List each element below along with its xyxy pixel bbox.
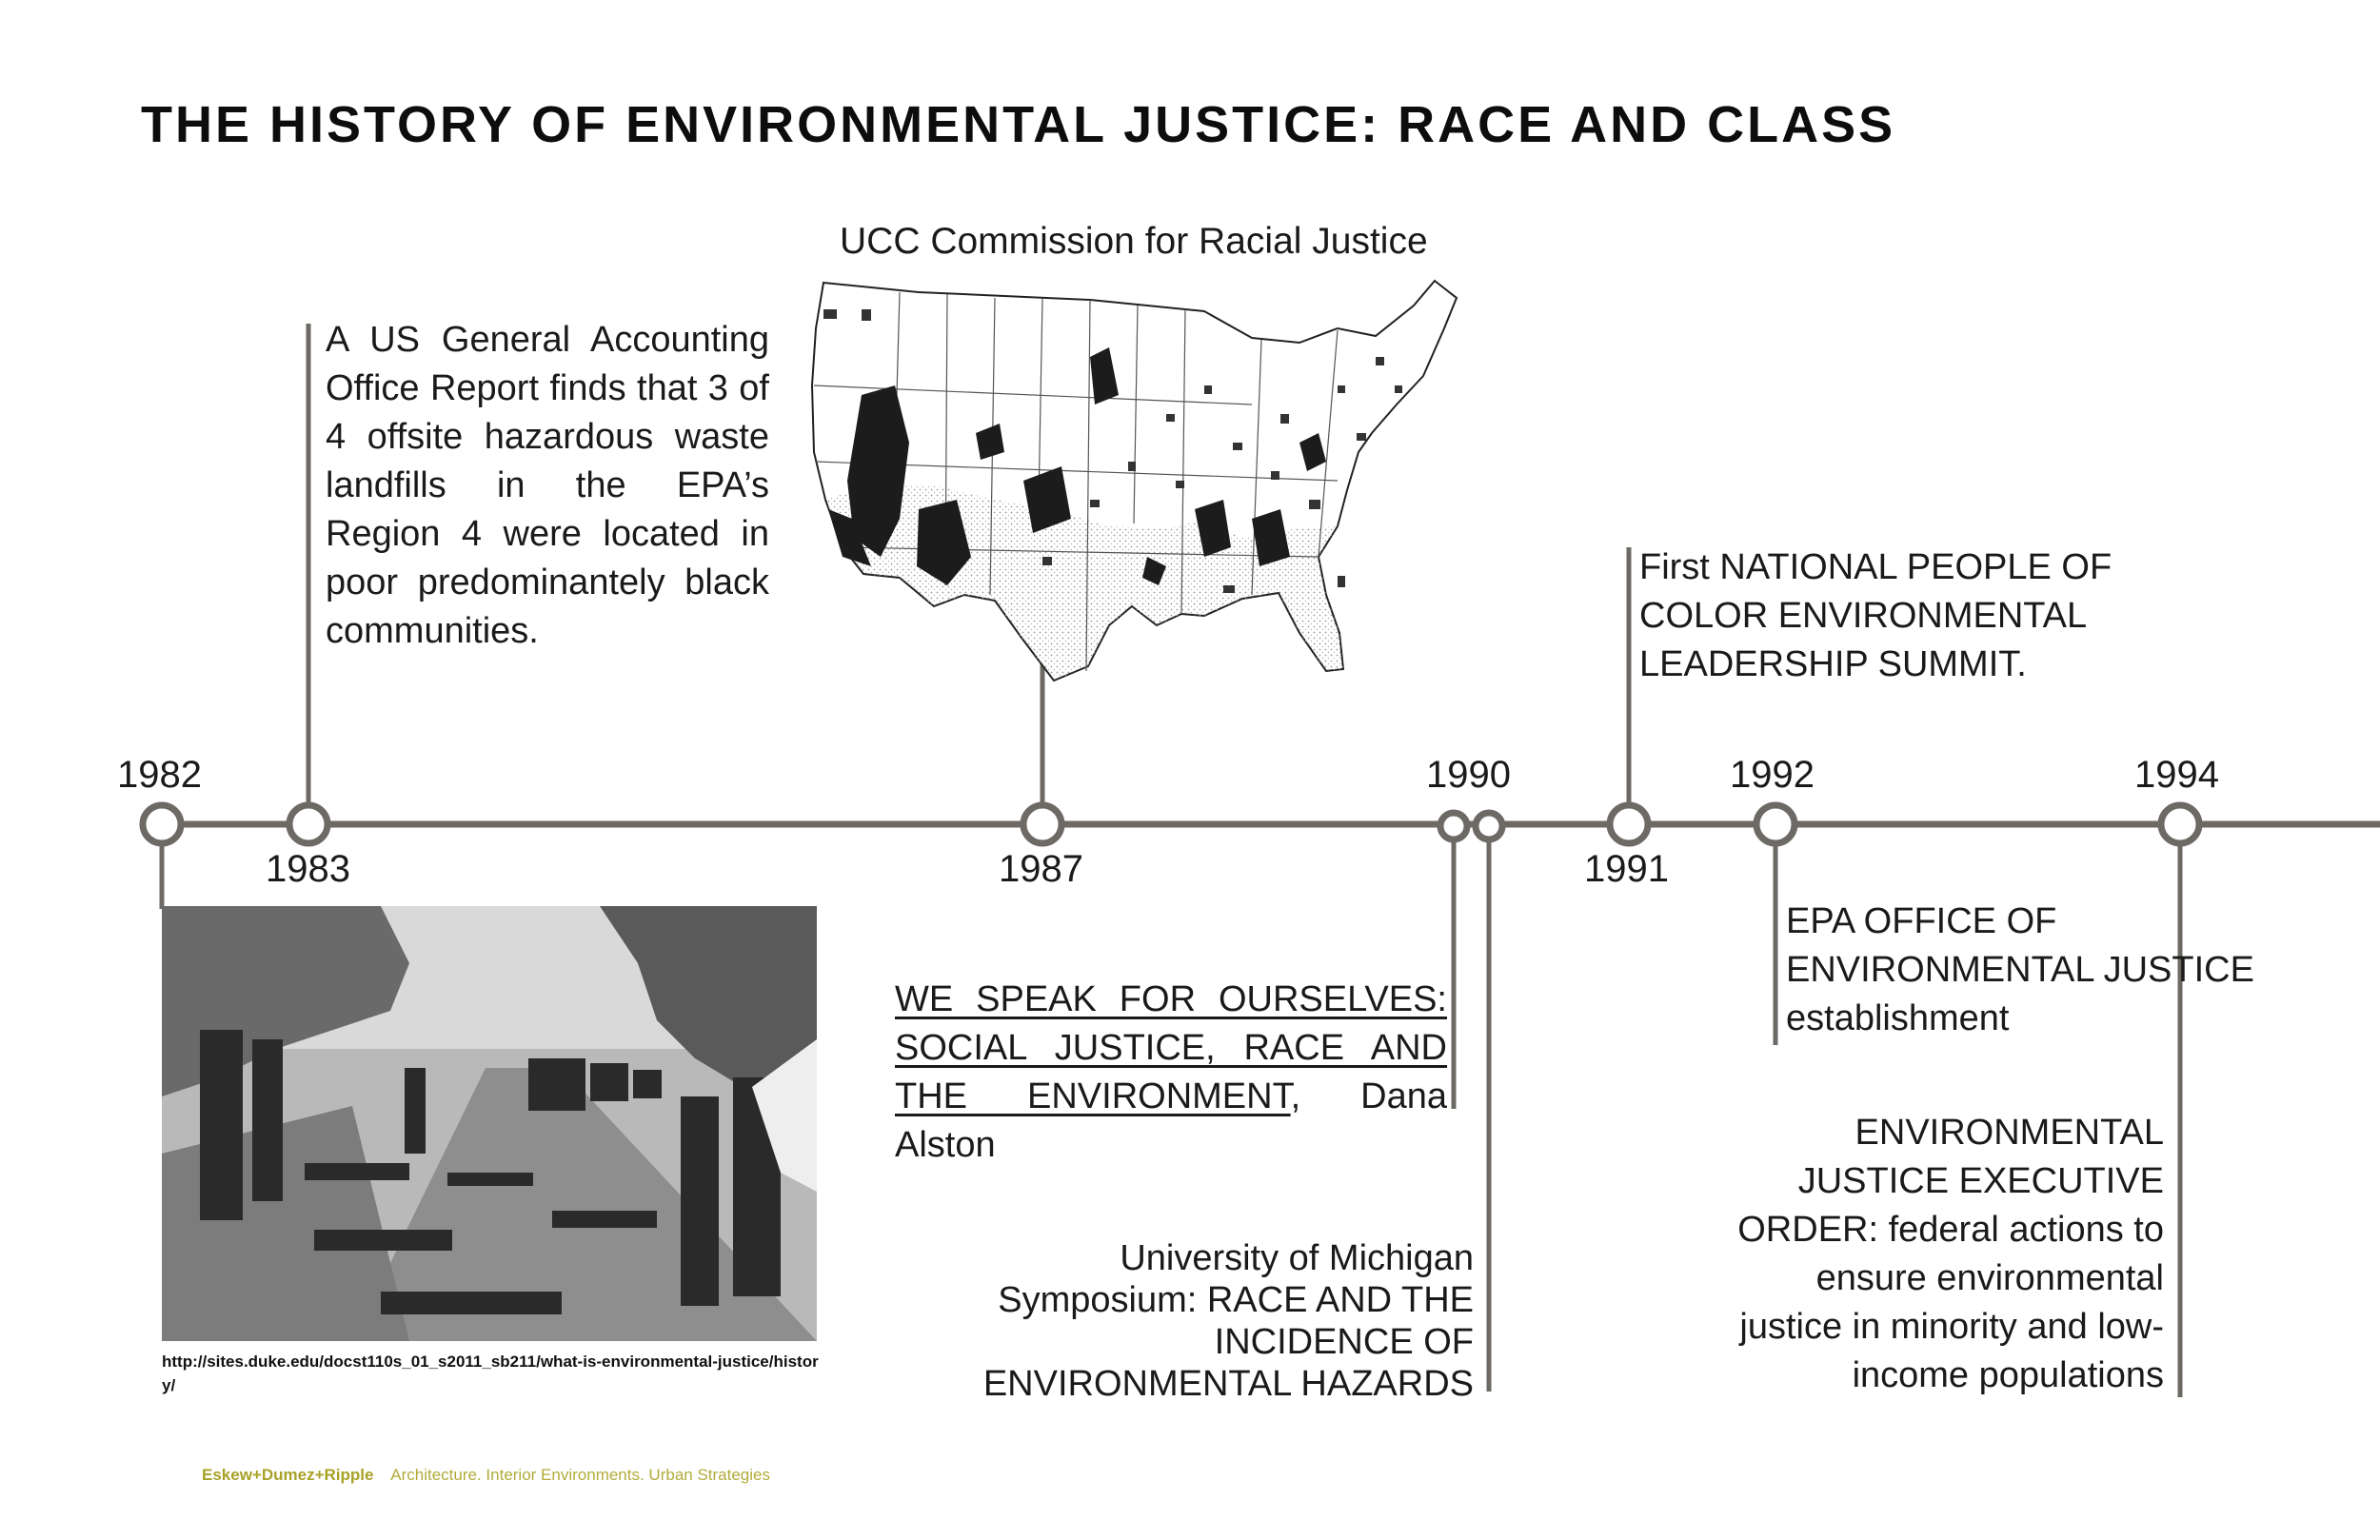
event-1983-text: A US General Accounting Office Report finds that 3 of 4 offsite hazardous waste landfills in the EPA’s Region 4 were located in poor predominantely black communities. — [326, 320, 769, 651]
event-1994-text: ENVIRONMENTAL JUSTICE EXECUTIVE ORDER: federal actions to ensure environmental justice in minority and low-income populations — [1737, 1113, 2164, 1395]
event-1990a-author: , Dana Alston — [895, 1076, 1447, 1165]
year-label-1987: 1987 — [999, 848, 1083, 890]
map-caption: UCC Commission for Racial Justice — [840, 221, 1428, 262]
year-label-1991: 1991 — [1584, 848, 1669, 890]
footer-firm-name: Eskew+Dumez+Ripple — [202, 1466, 374, 1484]
node-1982 — [143, 805, 181, 843]
node-1990b — [1476, 813, 1502, 839]
page-title: THE HISTORY OF ENVIRONMENTAL JUSTICE: RACE AND CLASS — [141, 96, 1896, 153]
event-1990a-title: WE SPEAK FOR OURSELVES: SOCIAL JUSTICE, RACE AND THE ENVIRONMENT — [895, 979, 1447, 1116]
us-hazardous-sites-map — [804, 271, 1495, 709]
node-1990a — [1440, 813, 1467, 839]
year-label-1982: 1982 — [117, 754, 202, 796]
node-1991 — [1610, 805, 1648, 843]
footer — [202, 1466, 770, 1485]
node-1983 — [289, 805, 327, 843]
event-1992-text: EPA OFFICE OF ENVIRONMENTAL JUSTICE establishment — [1786, 901, 2254, 1038]
year-label-1994: 1994 — [2134, 754, 2219, 796]
event-1990a-text — [895, 976, 1447, 1170]
protest-photo — [162, 906, 817, 1341]
node-1994 — [2161, 805, 2199, 843]
footer-tagline: Architecture. Interior Environments. Urban Strategies — [390, 1466, 770, 1484]
node-1992 — [1756, 805, 1795, 843]
photo-source-url[interactable]: http://sites.duke.edu/docst110s_01_s2011_sb211/what-is-environmental-justice/history/ — [162, 1352, 819, 1394]
year-label-1983: 1983 — [266, 848, 350, 890]
year-label-1990: 1990 — [1426, 754, 1511, 796]
node-1987 — [1023, 805, 1061, 843]
event-1990b-text: University of Michigan Symposium: RACE AND THE INCIDENCE OF ENVIRONMENTAL HAZARDS — [982, 1238, 1474, 1404]
year-label-1992: 1992 — [1730, 754, 1815, 796]
event-1991-text: First NATIONAL PEOPLE OF COLOR ENVIRONMENTAL LEADERSHIP SUMMIT. — [1639, 547, 2112, 684]
